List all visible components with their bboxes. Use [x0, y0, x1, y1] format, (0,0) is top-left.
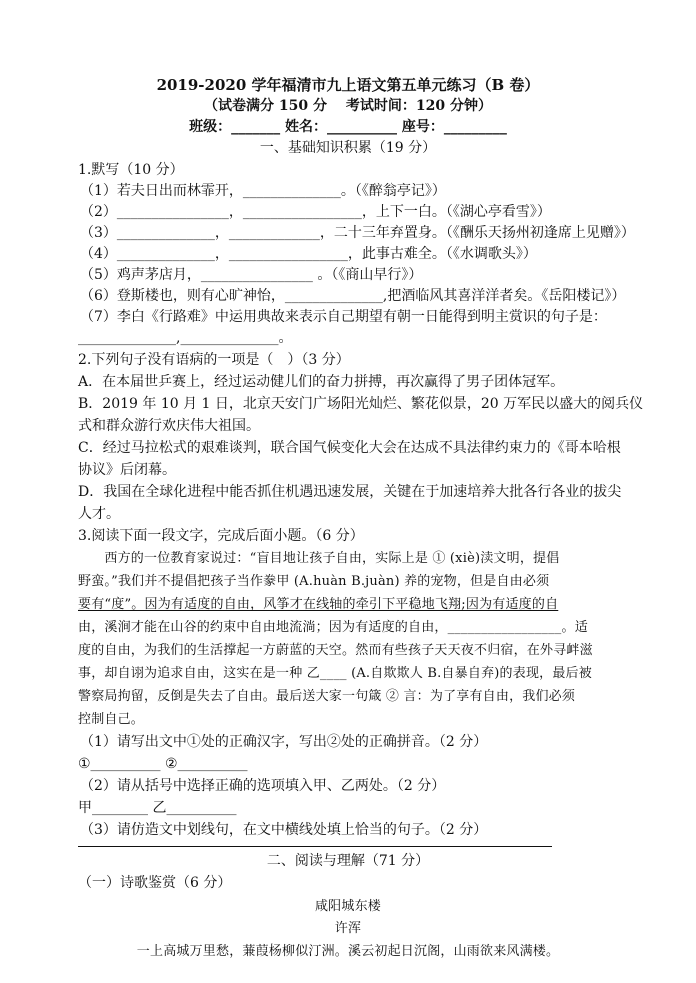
passage-line-8: 控制自己。 [78, 712, 145, 727]
passage-line-1: 西方的一位教育家说过：“盲目地让孩子自由，实际上是 ① (xiè)渎文明，提倡 [78, 551, 560, 566]
passage-line-7: 警察局拘留，反倒是失去了自由。最后送大家一句箴 ② 言：为了享有自由，我们必须 [78, 689, 576, 704]
section1-heading: 一、基础知识积累（19 分） [259, 140, 437, 156]
q2-option-d: D．我国在全球化进程中能否抓住机遇迅速发展，关键在于加速培养大批各行各业的拔尖 [78, 484, 622, 500]
q2-option-b: B．2019 年 10 月 1 日，北京天安门广场阳光灿烂、繁花似景，20 万军民以盛大的阅兵仪 [78, 396, 644, 412]
section2-heading: 二、阅读与理解（71 分） [266, 853, 430, 869]
q1-item-3: （3）______________，_____________，二十三年弃置身。（《酬乐天扬州初逢席上见赠》） [80, 225, 635, 241]
q1-item-7-answer: ______________,______________。 [78, 330, 293, 346]
q1-title: 1.默写（10 分） [78, 162, 184, 178]
passage-line-2: 野蛮。”我们并不提倡把孩子当作豢甲 (A.huàn B.juàn) 养的宠物，但是自由必须 [78, 574, 550, 589]
passage-line-3: 要有“度”。因为有适度的自由，风筝才在线轴的牵引下平稳地飞翔;因为有适度的自 [78, 597, 559, 612]
q2-option-a: A．在本届世乒赛上，经过运动健儿们的奋力拼搏，再次赢得了男子团体冠军。 [78, 374, 565, 390]
q2-title: 2.下列句子没有语病的一项是（ ）（3 分） [78, 352, 350, 368]
q3-sub-3: （3）请仿造文中划线句，在文中横线处填上恰当的句子。（2 分） [80, 822, 488, 838]
passage-line-6: 事，却自诩为追求自由，这实在是一种 乙____ (A.自欺欺人 B.自暴自弃)的表现，最后被 [78, 666, 592, 681]
student-info-line: 班级：_______ 姓名：__________ 座号：_________ [189, 119, 507, 135]
q1-item-5: （5）鸡声茅店月，________________ 。（《商山早行》） [80, 267, 423, 283]
passage-line-4: 由，溪涧才能在山谷的约束中自由地流淌；因为有适度的自由，_________________。适 [78, 620, 588, 635]
q3-sub-2: （2）请从括号中选择正确的选项填入甲、乙两处。（2 分） [80, 778, 446, 794]
q3-sub-1: （1）请写出文中①处的正确汉字，写出②处的正确拼音。（2 分） [80, 734, 488, 750]
poem-author: 许浑 [334, 921, 362, 936]
q3-sub-1-answer: ①__________ ②__________ [78, 756, 248, 772]
q1-item-2: （2）________________，_________________，上下一白。（《湖心亭看雪》） [80, 204, 551, 220]
section2-subheading: （一）诗歌鉴赏（6 分） [78, 875, 232, 891]
answer-line [78, 846, 552, 847]
q2-option-c: C．经过马拉松式的艰难谈判，联合国气候变化大会在达成不具法律约束力的《哥本哈根 [78, 440, 621, 456]
q3-title: 3.阅读下面一段文字，完成后面小题。（6 分） [78, 528, 364, 544]
q3-sub-2-answer: 甲________ 乙__________ [78, 800, 237, 816]
passage-line-5: 度的自由，为我们的生活撑起一方蔚蓝的天空。然而有些孩子天天夜不归宿，在外寻衅滋 [78, 643, 593, 658]
q2-option-c-cont: 协议》后闭幕。 [78, 462, 176, 478]
q1-item-4: （4）______________，_________________，此事古难全。（《水调歌头》） [80, 246, 537, 262]
q2-option-b-cont: 式和群众游行欢庆伟大祖国。 [78, 418, 260, 434]
q1-item-7: （7）李白《行路难》中运用典故来表示自己期望有朝一日能得到明主赏识的句子是： [80, 309, 607, 325]
q2-option-d-cont: 人才。 [78, 506, 120, 522]
exam-title: 2019-2020 学年福清市九上语文第五单元练习（B 卷） [156, 76, 540, 94]
poem-lines: 一上高城万里愁，蒹葭杨柳似汀洲。溪云初起日沉阁，山雨欲来风满楼。 [136, 944, 560, 959]
exam-meta: （试卷满分 150 分 考试时间：120 分钟） [204, 98, 492, 114]
poem-title: 咸阳城东楼 [314, 899, 381, 914]
q1-item-6: （6）登斯楼也，则有心旷神怡，______________,把酒临风其喜洋洋者矣。《岳阳楼记》） [80, 288, 626, 304]
q1-item-1: （1）若夫日出而林霏开，______________。（《醉翁亭记》） [80, 183, 446, 199]
